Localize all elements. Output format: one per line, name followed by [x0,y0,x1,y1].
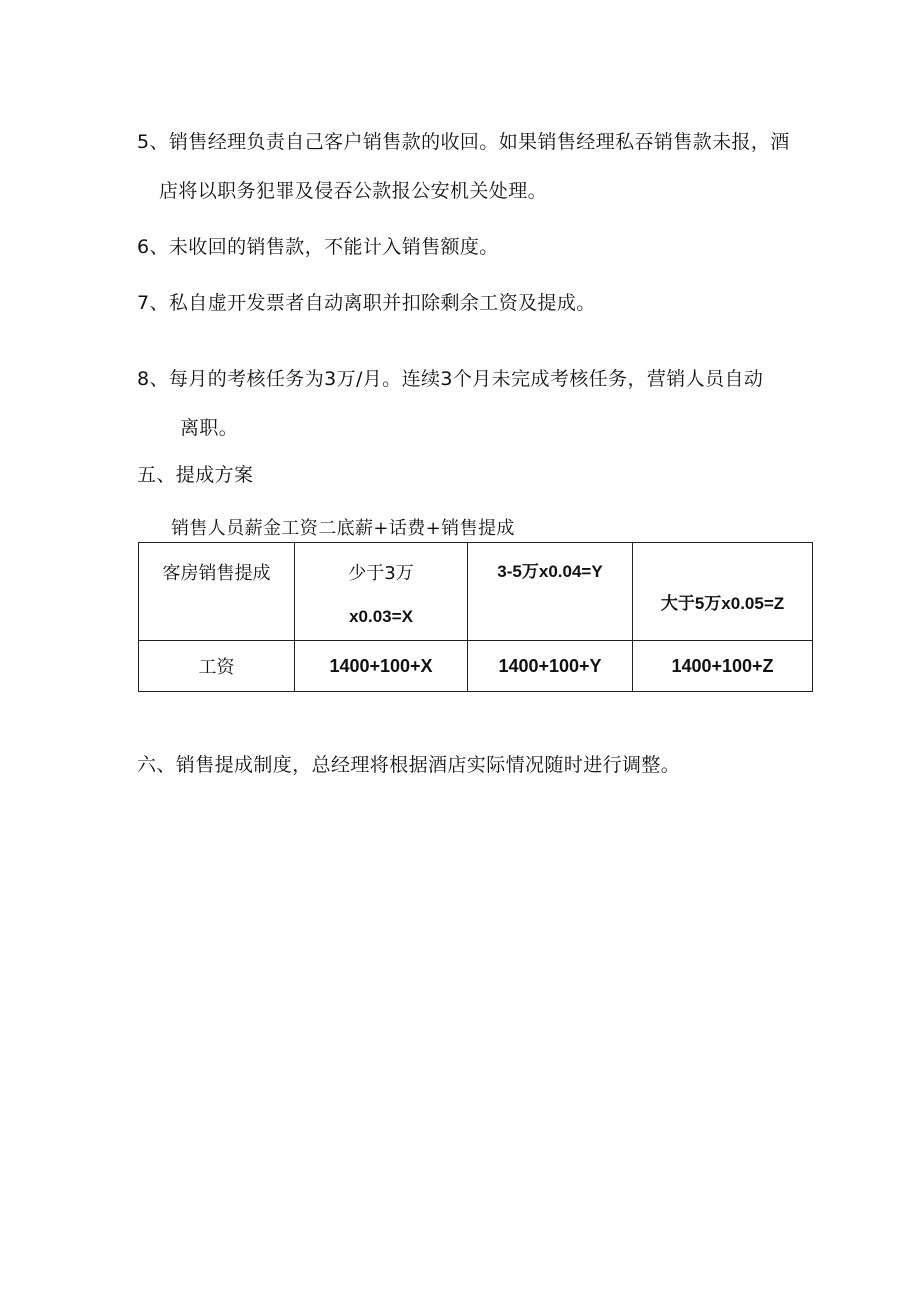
paragraph-5-line-1: 5、销售经理负责自己客户销售款的收回。如果销售经理私吞销售款未报，酒 [137,131,790,153]
table-cell [295,543,468,641]
section-6: 六、销售提成制度，总经理将根据酒店实际情况随时进行调整。 [137,754,681,776]
commission-table [138,542,813,692]
tier-2-rate: 3-5万x0.04=Y [497,562,603,581]
salary-tier-1: 1400+100+X [295,641,468,692]
paragraph-6: 6、未收回的销售款，不能计入销售额度。 [137,236,499,258]
table-cell [139,543,295,641]
paragraph-8-line-2: 离职。 [180,417,239,439]
table-cell [633,543,813,641]
tier-1-rate: x0.03=X [349,607,413,626]
tier-1-label: 少于3万 [348,563,414,584]
table-cell [468,543,633,641]
table-row [139,543,813,641]
salary-tier-3: 1400+100+Z [633,641,813,692]
paragraph-5-line-2: 店将以职务犯罪及侵吞公款报公安机关处理。 [159,180,548,202]
salary-formula: 销售人员薪金工资二底薪+话费+销售提成 [171,518,515,539]
salary-tier-2: 1400+100+Y [468,641,633,692]
section-5-heading: 五、提成方案 [137,464,254,486]
row-header-room-commission: 客房销售提成 [162,563,271,584]
paragraph-7: 7、私自虚开发票者自动离职并扣除剩余工资及提成。 [137,292,596,314]
paragraph-8-line-1: 8、每月的考核任务为3万/月。连续3个月未完成考核任务，营销人员自动 [137,368,764,390]
row-header-salary: 工资 [139,641,295,692]
tier-3-rate: 大于5万x0.05=Z [660,594,785,613]
table-row [139,641,813,692]
